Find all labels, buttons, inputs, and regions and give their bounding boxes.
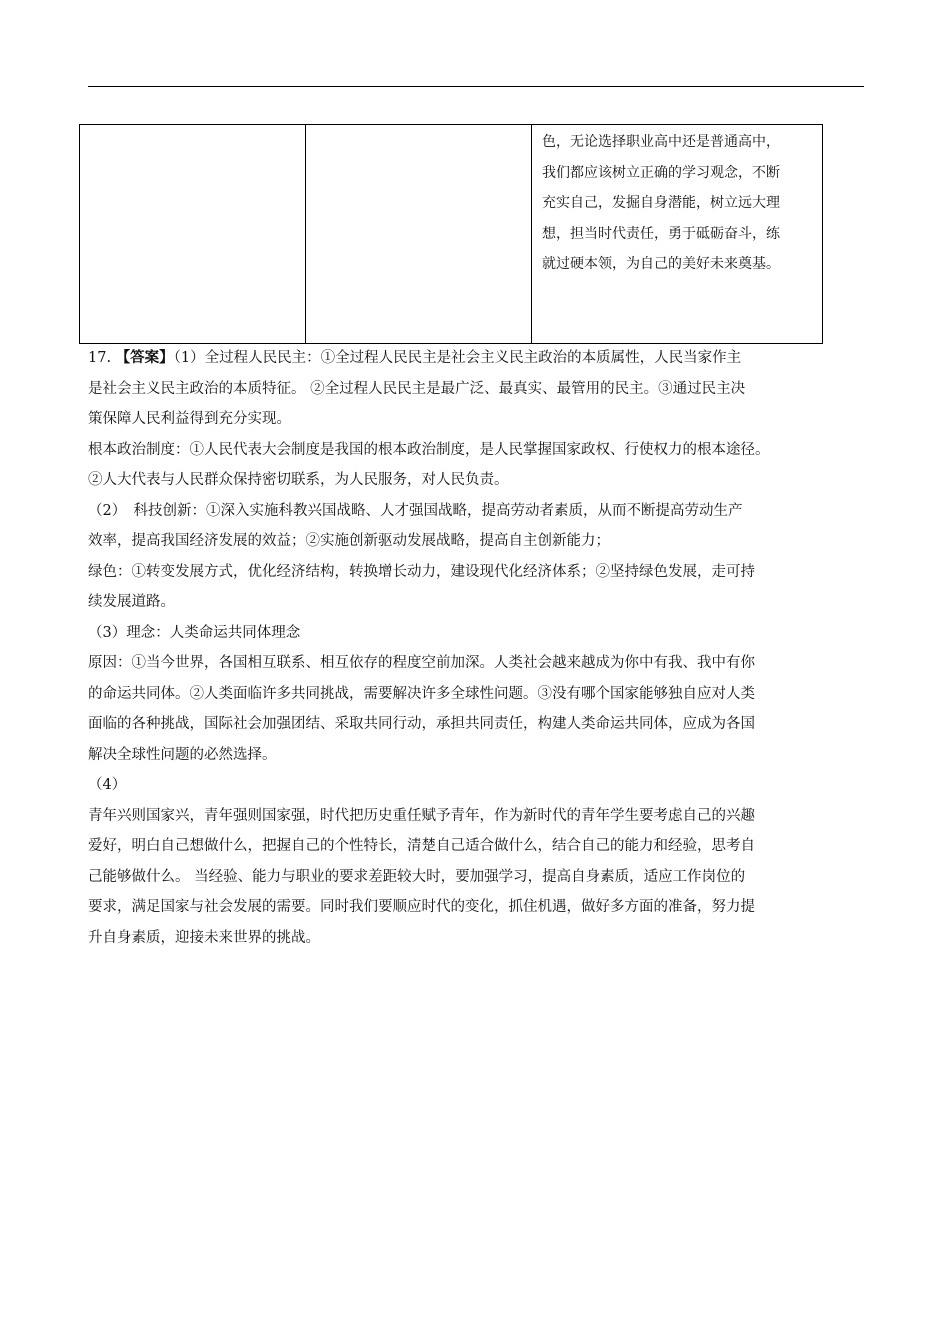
header-rule <box>88 86 864 87</box>
cell-line: 色，无论选择职业高中还是普通高中， <box>542 134 780 150</box>
answer-text: （1）全过程人民民主：①全过程人民民主是社会主义民主政治的本质属性，人民当家作主 <box>173 350 742 366</box>
answer-line: 的命运共同体。②人类面临许多共同挑战，需要解决许多全球性问题。③没有哪个国家能够独自应对人类 <box>88 685 755 702</box>
cell-line: 就过硬本领，为自己的美好未来奠基。 <box>542 256 780 272</box>
table-cell-empty-2 <box>306 125 532 344</box>
answer-line: 己能够做什么。 当经验、能力与职业的要求差距较大时，要加强学习，提高自身素质，适应工作岗位的 <box>88 868 746 885</box>
answer-label: 【答案】 <box>115 349 174 366</box>
answer-line: 原因：①当今世界，各国相互联系、相互依存的程度空前加深。人类社会越来越成为你中有我、我中有你 <box>88 655 755 671</box>
table-row <box>80 125 823 344</box>
answer-block <box>88 343 878 953</box>
answer-line: 升自身素质，迎接未来世界的挑战。 <box>88 929 320 946</box>
cell-line: 充实自己，发掘自身潜能，树立远大理 <box>542 195 780 211</box>
table-cell-text <box>532 125 823 344</box>
answer-line: 策保障人民利益得到充分实现。 <box>88 411 291 427</box>
cell-line: 我们都应该树立正确的学习观念，不断 <box>542 164 780 181</box>
answer-line: 效率，提高我国经济发展的效益；②实施创新驱动发展战略，提高自主创新能力； <box>88 533 610 549</box>
answer-line: （4） <box>88 777 127 793</box>
answer-line: 面临的各种挑战，国际社会加强团结、采取共同行动，承担共同责任，构建人类命运共同体，应成为各国 <box>88 716 755 732</box>
answer-line: 续发展道路。 <box>88 594 175 610</box>
answer-line: 青年兴则国家兴，青年强则国家强，时代把历史重任赋予青年，作为新时代的青年学生要考虑自己的兴趣 <box>88 807 755 824</box>
answer-line: 要求，满足国家与社会发展的需要。同时我们要顺应时代的变化，抓住机遇，做好多方面的准备，努力提 <box>88 899 755 915</box>
answer-line: ②人大代表与人民群众保持密切联系，为人民服务，对人民负责。 <box>88 472 509 488</box>
answer-line: 爱好，明白自己想做什么，把握自己的个性特长，清楚自己适合做什么，结合自己的能力和经验，思考自 <box>88 838 755 854</box>
answer-line: 解决全球性问题的必然选择。 <box>88 746 277 763</box>
answer-line: 绿色：①转变发展方式，优化经济结构，转换增长动力，建设现代化经济体系；②坚持绿色发展，走可持 <box>88 563 755 580</box>
answer-line: 根本政治制度：①人民代表大会制度是我国的根本政治制度，是人民掌握国家政权、行使权力的根本途径。 <box>88 441 770 458</box>
table-cell-empty-1 <box>80 125 306 344</box>
continuation-table <box>79 124 823 344</box>
answer-first-line <box>88 343 878 374</box>
answer-line: 是社会主义民主政治的本质特征。 ②全过程人民民主是最广泛、最真实、最管用的民主。③通过民主决 <box>88 380 746 397</box>
question-number: 17. <box>88 350 112 366</box>
cell-line: 想，担当时代责任，勇于砥砺奋斗，练 <box>542 225 780 242</box>
answer-line: （2） 科技创新：①深入实施科教兴国战略、人才强国战略，提高劳动者素质，从而不断提高劳动生产 <box>88 502 743 519</box>
answer-line: （3）理念：人类命运共同体理念 <box>88 624 301 641</box>
